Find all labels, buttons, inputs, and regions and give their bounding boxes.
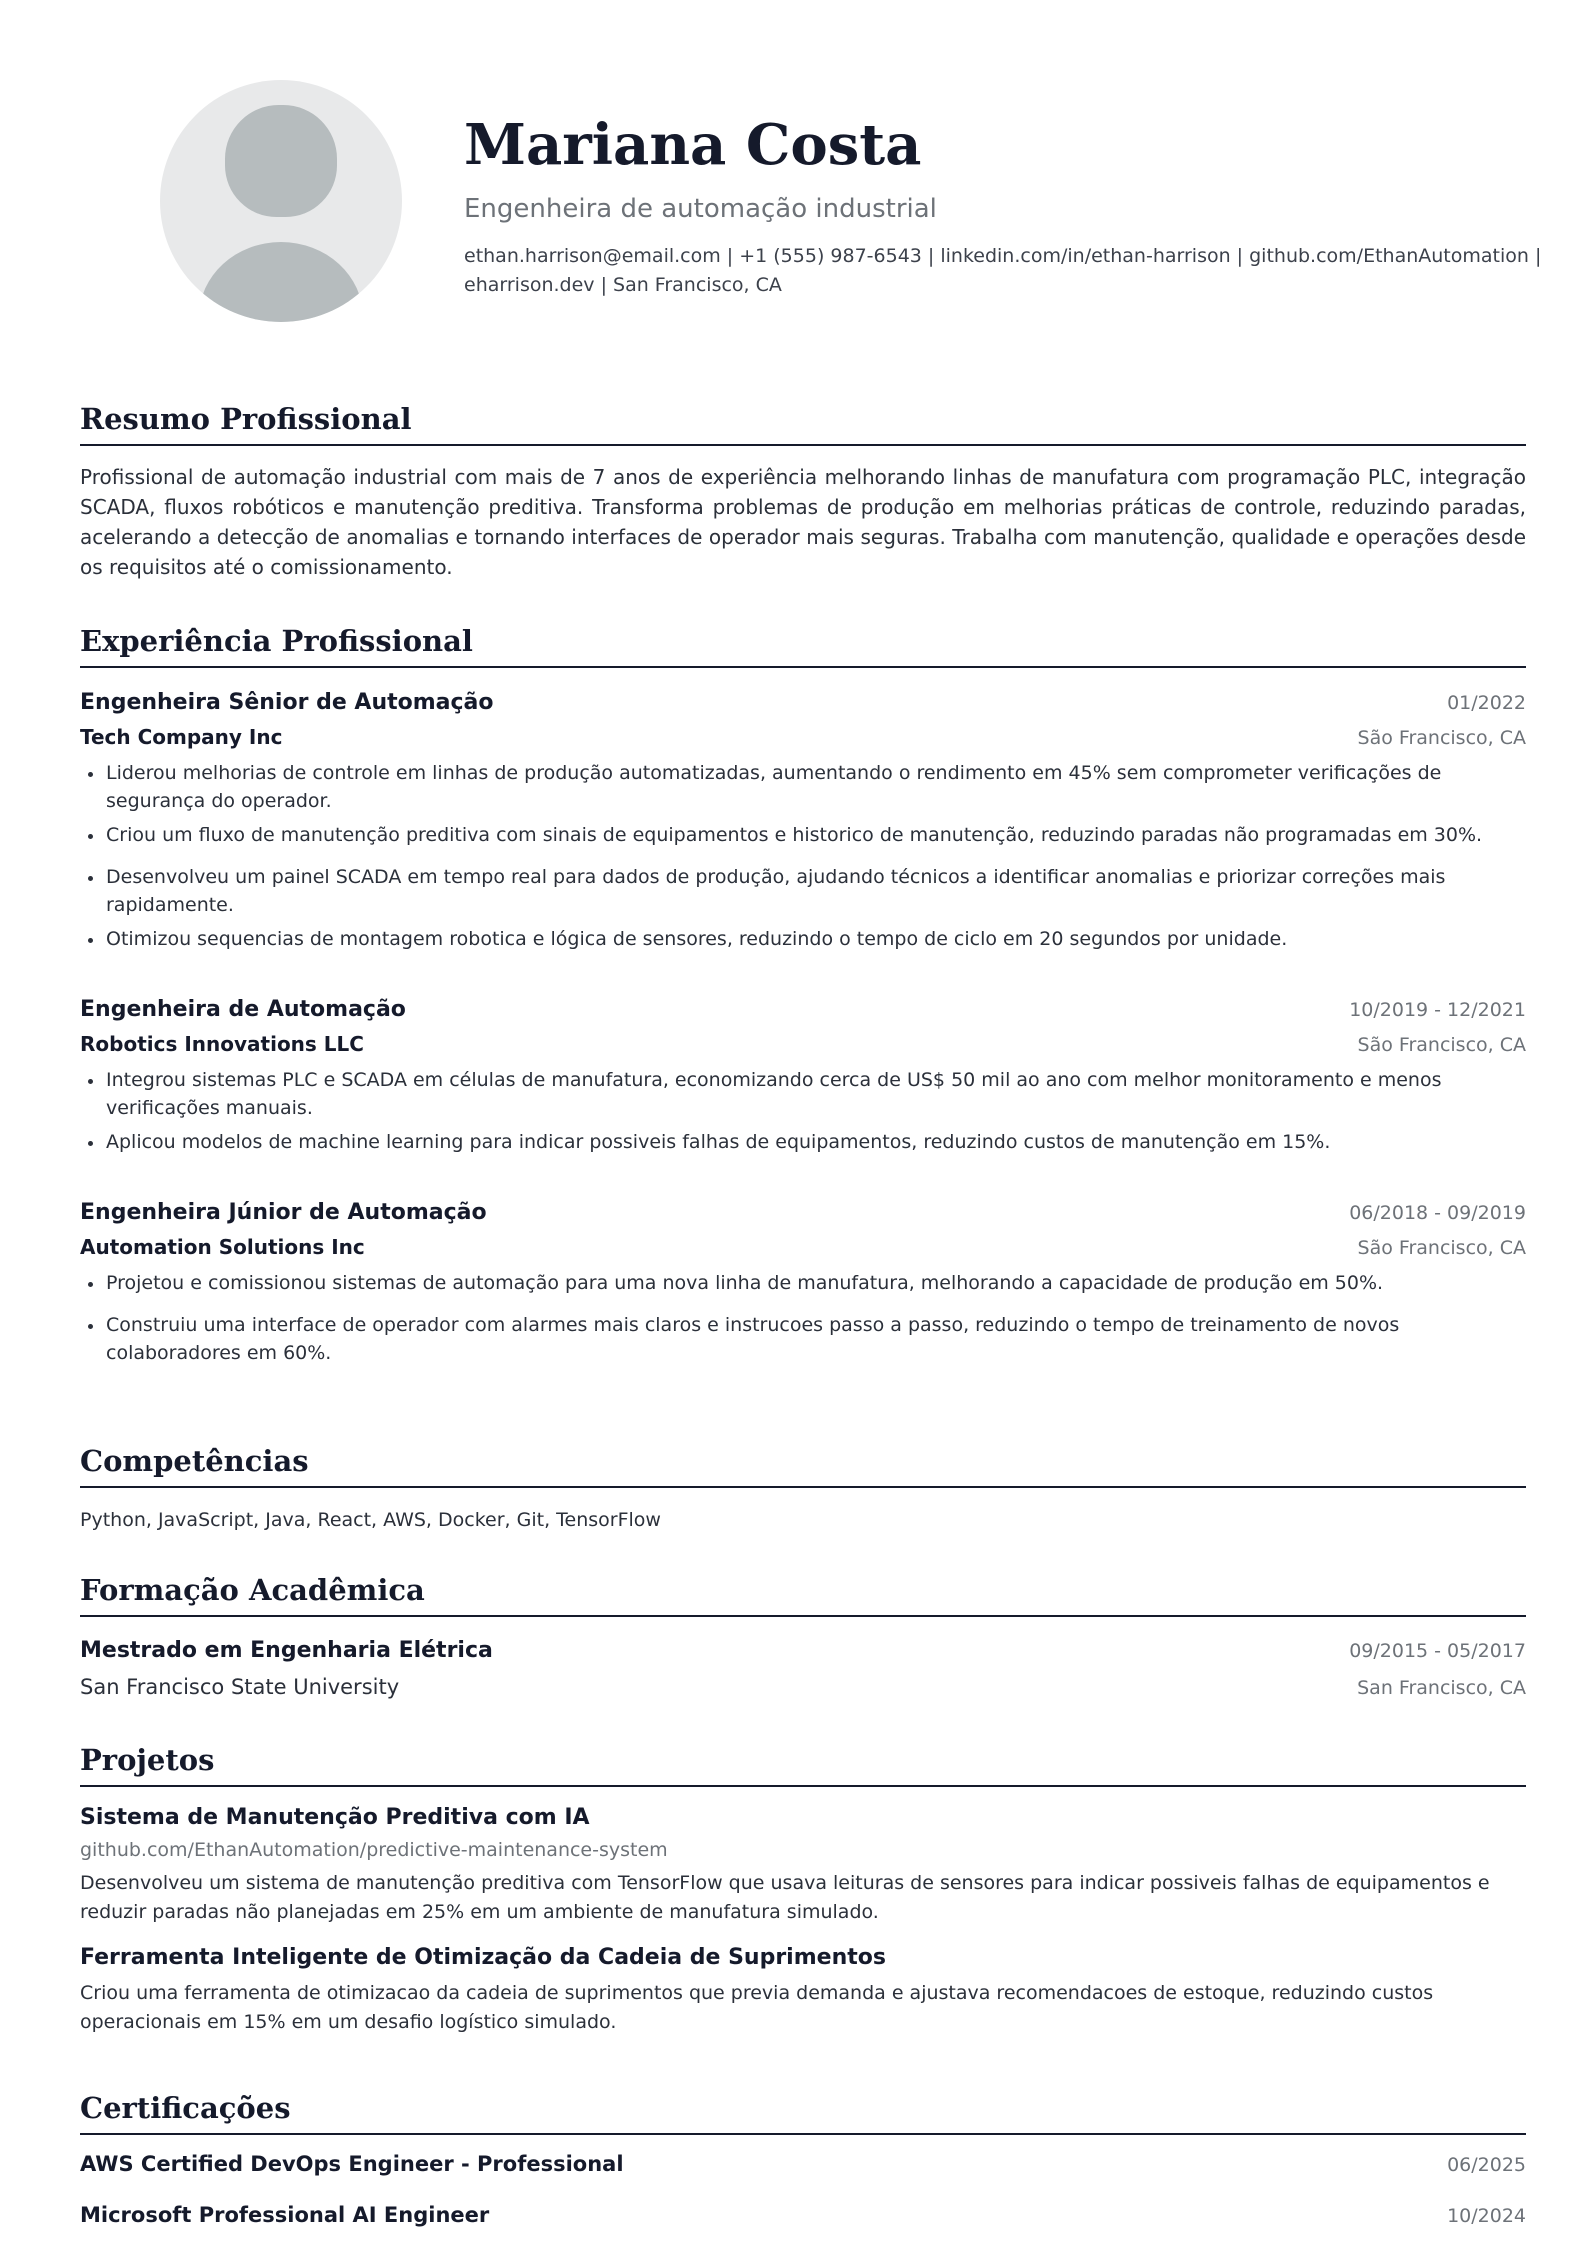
contact-line-2: eharrison.dev | San Francisco, CA: [464, 274, 782, 296]
summary-text: Profissional de automação industrial com mais de 7 anos de experiência melhorando linhas de manufatura com programação PLC, integração SCADA, fluxos robóticos e manutenção preditiva. Transforma problemas de produção em melhorias práticas de controle, reduzindo paradas, acelerando a detecção de anomalias e tornando interfaces de operador mais seguras. Trabalha com manutenção, qualidade e operações desde os requisitos até o comissionamento.: [80, 465, 1526, 579]
skills-section: [80, 1442, 1526, 1534]
job-bullets: [80, 759, 1526, 953]
avatar: [160, 80, 402, 322]
job-location: São Francisco, CA: [1357, 1237, 1526, 1259]
job-company: Automation Solutions Inc: [80, 1235, 365, 1259]
education-degree: Mestrado em Engenharia Elétrica: [80, 1638, 493, 1663]
job-location: São Francisco, CA: [1357, 1034, 1526, 1056]
bullet-icon: [88, 938, 93, 943]
candidate-name: Mariana Costa: [464, 112, 922, 178]
bullet-text: Desenvolveu um painel SCADA em tempo real para dados de produção, ajudando técnicos a identificar anomalias e priorizar correções mais rapidamente.: [106, 866, 1446, 916]
contact-line-1: ethan.harrison@email.com | +1 (555) 987-6543 | linkedin.com/in/ethan-harrison | github.com/EthanAutomation |: [464, 245, 1542, 267]
education-section: [80, 1571, 1526, 1705]
project-description: Criou uma ferramenta de otimizacao da cadeia de suprimentos que previa demanda e ajustava recomendacoes de estoque, reduzindo custos operacionais em 15% em um desafio logístico simulado.: [80, 1982, 1434, 2033]
bullet-item: [80, 1066, 1526, 1122]
job-bullets: [80, 1066, 1526, 1156]
job-title: Engenheira Júnior de Automação: [80, 1200, 487, 1225]
bullet-text: Criou um fluxo de manutenção preditiva com sinais de equipamentos e historico de manutenção, reduzindo paradas não programadas em 30%.: [106, 824, 1483, 846]
project-link[interactable]: github.com/EthanAutomation/predictive-maintenance-system: [80, 1839, 668, 1861]
bullet-icon: [88, 1141, 93, 1146]
projects-section: [80, 1741, 1526, 2037]
bullet-text: Integrou sistemas PLC e SCADA em células de manufatura, economizando cerca de US$ 50 mil ao ano com melhor monitoramento e menos verificações manuais.: [106, 1069, 1442, 1119]
bullet-item: [80, 1269, 1526, 1297]
job-entry: [80, 686, 1526, 953]
job-title: Engenheira de Automação: [80, 997, 406, 1022]
bullet-item: [80, 821, 1526, 849]
project-title: Sistema de Manutenção Preditiva com IA: [80, 1805, 590, 1830]
job-entry: [80, 1196, 1526, 1367]
bullet-text: Construiu uma interface de operador com alarmes mais claros e instrucoes passo a passo, reduzindo o tempo de treinamento de novos colaboradores em 60%.: [106, 1314, 1400, 1364]
summary-section: [80, 400, 1526, 582]
education-school: San Francisco State University: [80, 1675, 400, 1699]
education-location: San Francisco, CA: [1357, 1677, 1526, 1699]
job-company: Tech Company Inc: [80, 725, 283, 749]
bullet-icon: [88, 1079, 93, 1084]
bullet-item: [80, 925, 1526, 953]
resume-header: [80, 0, 1542, 360]
bullet-icon: [88, 834, 93, 839]
bullet-item: [80, 1128, 1526, 1156]
bullet-icon: [88, 876, 93, 881]
education-entry: [80, 1633, 1526, 1705]
bullet-text: Otimizou sequencias de montagem robotica e lógica de sensores, reduzindo o tempo de ciclo em 20 segundos por unidade.: [106, 928, 1288, 950]
bullet-text: Projetou e comissionou sistemas de automação para uma nova linha de manufatura, melhorando a capacidade de produção em 50%.: [106, 1272, 1384, 1294]
certification-date: 10/2024: [1447, 2205, 1526, 2227]
project-entry: [80, 1801, 1526, 1927]
certification-name: AWS Certified DevOps Engineer - Professional: [80, 2152, 624, 2176]
certification-name: Microsoft Professional AI Engineer: [80, 2203, 490, 2227]
bullet-item: [80, 863, 1526, 919]
section-title: Experiência Profissional: [80, 622, 1526, 668]
certification-date: 06/2025: [1447, 2154, 1526, 2176]
job-company: Robotics Innovations LLC: [80, 1032, 364, 1056]
certification-entry: [80, 2198, 1526, 2233]
job-bullets: [80, 1269, 1526, 1367]
bullet-icon: [88, 772, 93, 777]
experience-section: [80, 622, 1526, 1373]
avatar-head-shape: [225, 105, 337, 217]
bullet-item: [80, 1311, 1526, 1367]
job-location: São Francisco, CA: [1357, 727, 1526, 749]
project-description: Desenvolveu um sistema de manutenção preditiva com TensorFlow que usava leituras de sensores para indicar possiveis falhas de equipamentos e reduzir paradas não planejadas em 25% em um ambiente de manufatura simulado.: [80, 1872, 1490, 1923]
project-entry: [80, 1941, 1526, 2037]
section-title: Formação Acadêmica: [80, 1571, 1526, 1617]
section-title: Certificações: [80, 2089, 1526, 2135]
section-title: Competências: [80, 1442, 1526, 1488]
section-title: Projetos: [80, 1741, 1526, 1787]
job-date: 10/2019 - 12/2021: [1349, 999, 1526, 1021]
avatar-body-shape: [199, 242, 363, 322]
education-date: 09/2015 - 05/2017: [1349, 1640, 1526, 1662]
job-date: 06/2018 - 09/2019: [1349, 1202, 1526, 1224]
bullet-icon: [88, 1324, 93, 1329]
bullet-text: Aplicou modelos de machine learning para indicar possiveis falhas de equipamentos, reduzindo custos de manutenção em 15%.: [106, 1131, 1331, 1153]
skills-list: Python, JavaScript, Java, React, AWS, Docker, Git, TensorFlow: [80, 1509, 661, 1531]
job-date: 01/2022: [1447, 692, 1526, 714]
job-title: Engenheira Sênior de Automação: [80, 690, 494, 715]
project-title: Ferramenta Inteligente de Otimização da Cadeia de Suprimentos: [80, 1945, 886, 1970]
contact-info: [464, 242, 1588, 300]
job-entry: [80, 993, 1526, 1156]
bullet-item: [80, 759, 1526, 815]
bullet-icon: [88, 1282, 93, 1287]
header-text: [464, 110, 1588, 300]
certification-entry: [80, 2147, 1526, 2182]
candidate-role: Engenheira de automação industrial: [464, 194, 937, 224]
section-title: Resumo Profissional: [80, 400, 1526, 446]
bullet-text: Liderou melhorias de controle em linhas de produção automatizadas, aumentando o rendimento em 45% sem comprometer verificações de segurança do operador.: [106, 762, 1442, 812]
certifications-section: [80, 2089, 1526, 2233]
